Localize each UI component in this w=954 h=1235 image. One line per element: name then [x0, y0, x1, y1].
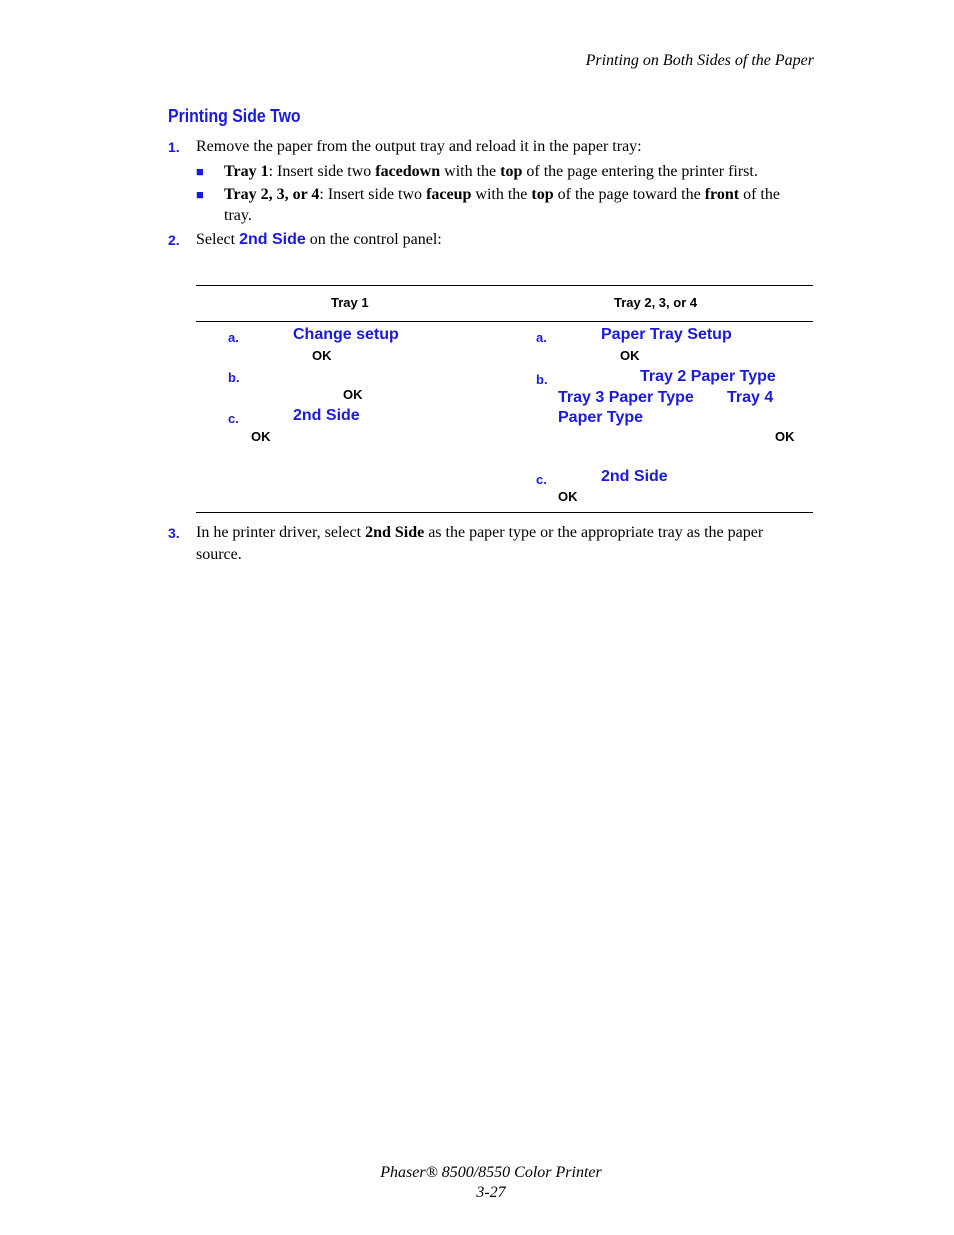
substep-letter: c.	[228, 411, 239, 426]
ok-button-reference: OK	[343, 387, 363, 402]
bullet-text	[224, 185, 780, 205]
table-header-rule	[196, 321, 813, 322]
table-bottom-rule	[196, 512, 813, 513]
text-run: of the	[739, 186, 780, 203]
bullet-text-continued: tray.	[224, 207, 252, 224]
text-run: on the control panel:	[305, 231, 442, 248]
ok-button-reference: OK	[558, 489, 578, 504]
text-run: In he printer driver, select	[196, 524, 366, 541]
menu-item-reference: 2nd Side	[239, 231, 306, 248]
substep-letter: b.	[228, 370, 240, 385]
menu-item-reference: Change setup	[293, 326, 399, 343]
step-text	[196, 523, 763, 543]
menu-item-reference: Paper Type	[558, 409, 644, 426]
text-run: of the page toward the	[553, 186, 705, 203]
text-run: : Insert side two	[319, 186, 427, 203]
step-text: Remove the paper from the output tray and reload it in the paper tray:	[196, 138, 642, 155]
table-header-tray-2-3-4: Tray 2, 3, or 4	[614, 295, 698, 310]
step-number: 1.	[168, 139, 180, 155]
menu-item-reference: Tray 4	[727, 389, 774, 406]
step-number: 2.	[168, 232, 180, 248]
substep-letter: a.	[536, 330, 547, 345]
bold-term: front	[704, 186, 740, 203]
bold-term: faceup	[426, 186, 472, 203]
bullet-marker: ■	[196, 187, 204, 202]
substep-letter: c.	[536, 472, 547, 487]
bold-term: Tray 1	[224, 163, 269, 180]
menu-item-reference: 2nd Side	[293, 407, 360, 424]
bold-term: 2nd Side	[365, 524, 425, 541]
ok-button-reference: OK	[775, 429, 795, 444]
bold-term: top	[531, 186, 554, 203]
text-run: of the page entering the printer first.	[522, 163, 758, 180]
text-run: as the paper type or the appropriate tray as the paper	[424, 524, 764, 541]
text-run: with the	[440, 163, 501, 180]
running-header: Printing on Both Sides of the Paper	[585, 52, 814, 69]
bullet-text	[224, 162, 758, 182]
ok-button-reference: OK	[620, 348, 640, 363]
bold-term: facedown	[375, 163, 441, 180]
step-text-continued: source.	[196, 546, 242, 563]
menu-item-reference: Paper Tray Setup	[601, 326, 732, 343]
ok-button-reference: OK	[251, 429, 271, 444]
menu-item-reference: Tray 2 Paper Type	[640, 368, 776, 385]
text-run: : Insert side two	[268, 163, 376, 180]
table-top-rule	[196, 285, 813, 286]
table-header-tray-1: Tray 1	[331, 295, 369, 310]
step-number: 3.	[168, 525, 180, 541]
bullet-marker: ■	[196, 164, 204, 179]
bold-term: top	[500, 163, 523, 180]
substep-letter: a.	[228, 330, 239, 345]
footer-page-number: 3-27	[476, 1184, 506, 1201]
text-run: Select	[196, 231, 240, 248]
text-run: with the	[471, 186, 532, 203]
ok-button-reference: OK	[312, 348, 332, 363]
footer-product: Phaser® 8500/8550 Color Printer	[380, 1164, 602, 1181]
menu-item-reference: Tray 3 Paper Type	[558, 389, 694, 406]
section-title: Printing Side Two	[168, 106, 301, 126]
step-text	[196, 230, 442, 250]
menu-item-reference: 2nd Side	[601, 468, 668, 485]
substep-letter: b.	[536, 372, 548, 387]
bold-term: Tray 2, 3, or 4	[224, 186, 320, 203]
